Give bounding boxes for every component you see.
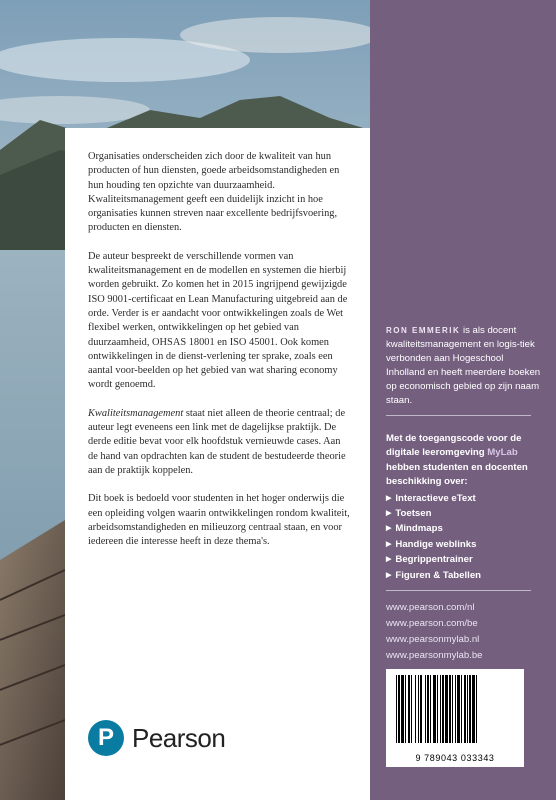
blurb-paragraph (88, 407, 350, 478)
feature-item: ▶ Handige weblinks (386, 538, 542, 553)
barcode-bar (452, 675, 453, 743)
book-title: Kwaliteitsmanagement (88, 407, 184, 419)
website-list (386, 600, 542, 664)
barcode-bar (449, 675, 451, 743)
back-cover-blurb (88, 150, 350, 563)
barcode-bar (469, 675, 471, 743)
feature-item: ▶ Figuren & Tabellen (386, 569, 542, 584)
divider (386, 590, 531, 591)
barcode-bar (442, 675, 444, 743)
feature-item: ▶ Interactieve eText (386, 492, 542, 507)
mylab-intro-text: hebben studenten en docenten beschikking over: (386, 461, 528, 488)
barcode-bar (401, 675, 404, 743)
blurb-paragraph: Organisaties onderscheiden zich door de kwaliteit van hun producten of hun diensten, goede arbeidsomstandigheden en hun houding ten opzichte van duurzaamheid. Kwaliteitsmanagement geeft een duidelijk inzicht in hoe organisaties kunnen streven naar excellente bedrijfsvoering, producten en diensten. (88, 151, 340, 234)
barcode-bar (440, 675, 441, 743)
feature-item: ▶ Mindmaps (386, 522, 542, 537)
barcode-bar (433, 675, 436, 743)
divider (386, 415, 531, 416)
barcode-bar (425, 675, 426, 743)
barcode-bar (411, 675, 412, 743)
pearson-wordmark: Pearson (132, 722, 226, 753)
blurb-text: staat niet alleen de theorie centraal; de auteur legt eveneens een link met de dagelijkse praktijk. De derde editie bevat voor elk hoofdstuk vernieuwde cases. Aan de hand van opdrachten kan de student de bestudeerde theorie aan de praktijk koppelen. (88, 407, 346, 476)
pearson-p-icon: P (88, 720, 124, 756)
barcode-bar (418, 675, 419, 743)
barcode-bar (437, 675, 438, 743)
author-bio (386, 324, 542, 408)
barcode-bar (457, 675, 460, 743)
barcode-bar (430, 675, 431, 743)
blurb-paragraph: De auteur bespreekt de verschillende vormen van kwaliteitsmanagement en de modellen en systemen die hierbij worden gebruikt. Zo komen het in 2015 ingrijpend gewijzigde ISO 9001-certificaat en Lean Manufacturing uitgebreid aan de orde. Verder is er aandacht voor ontwikkelingen zoals de Wet flexibel werken, ontwikkelingen op het gebied van duurzaamheid, OHSAS 18001 en ISO 45001. Ook komen ontwikkelingen in de dienst-verlening ter sprake, zoals een aantal voor-beelden op het gebied van wat sharing economy wordt genoemd. (88, 250, 348, 391)
author-name: RON EMMERIK (386, 326, 461, 335)
barcode-bar (408, 675, 410, 743)
mylab-intro (386, 432, 542, 490)
barcode-bar (445, 675, 448, 743)
author-bio-text: is als docent kwaliteitsmanagement en logis-tiek verbonden aan Hogeschool Inholland en heeft meerdere boeken op economisch gebied op zijn naam staan. (386, 325, 541, 406)
pearson-logo (88, 720, 225, 756)
barcode-bar (472, 675, 475, 743)
barcode-bars (388, 671, 522, 747)
feature-item: ▶ Begrippentrainer (386, 553, 542, 568)
mylab-intro-text: Met de toegangscode voor de digitale leeromgeving (386, 433, 522, 459)
feature-list (386, 492, 542, 584)
barcode-bar (420, 675, 422, 743)
isbn-number: 9 789043 033343 (415, 753, 495, 763)
blurb-paragraph: Dit boek is bedoeld voor studenten in het hoger onderwijs die een opleiding volgen waarin ontwikkelingen rondom kwaliteit, arbeidsomstandigheden en milieuzorg centraal staan, en voor iedereen die interesse heeft in deze thema's. (88, 493, 350, 548)
barcode-bar (476, 675, 477, 743)
barcode-bar (464, 675, 466, 743)
feature-item: ▶ Toetsen (386, 507, 542, 522)
barcode-bar (398, 675, 400, 743)
isbn-barcode (386, 669, 524, 767)
barcode-bar (467, 675, 468, 743)
barcode-bar (427, 675, 429, 743)
website-url: www.pearson.com/nl (386, 602, 475, 613)
website-url: www.pearsonmylab.be (386, 650, 483, 661)
mylab-info (386, 432, 542, 584)
barcode-bar (405, 675, 406, 743)
barcode-bar (461, 675, 462, 743)
barcode-bar (455, 675, 456, 743)
mylab-brand: MyLab (487, 447, 518, 459)
website-url: www.pearson.com/be (386, 618, 478, 629)
barcode-bar (415, 675, 416, 743)
barcode-bar (396, 675, 397, 743)
website-url: www.pearsonmylab.nl (386, 634, 480, 645)
